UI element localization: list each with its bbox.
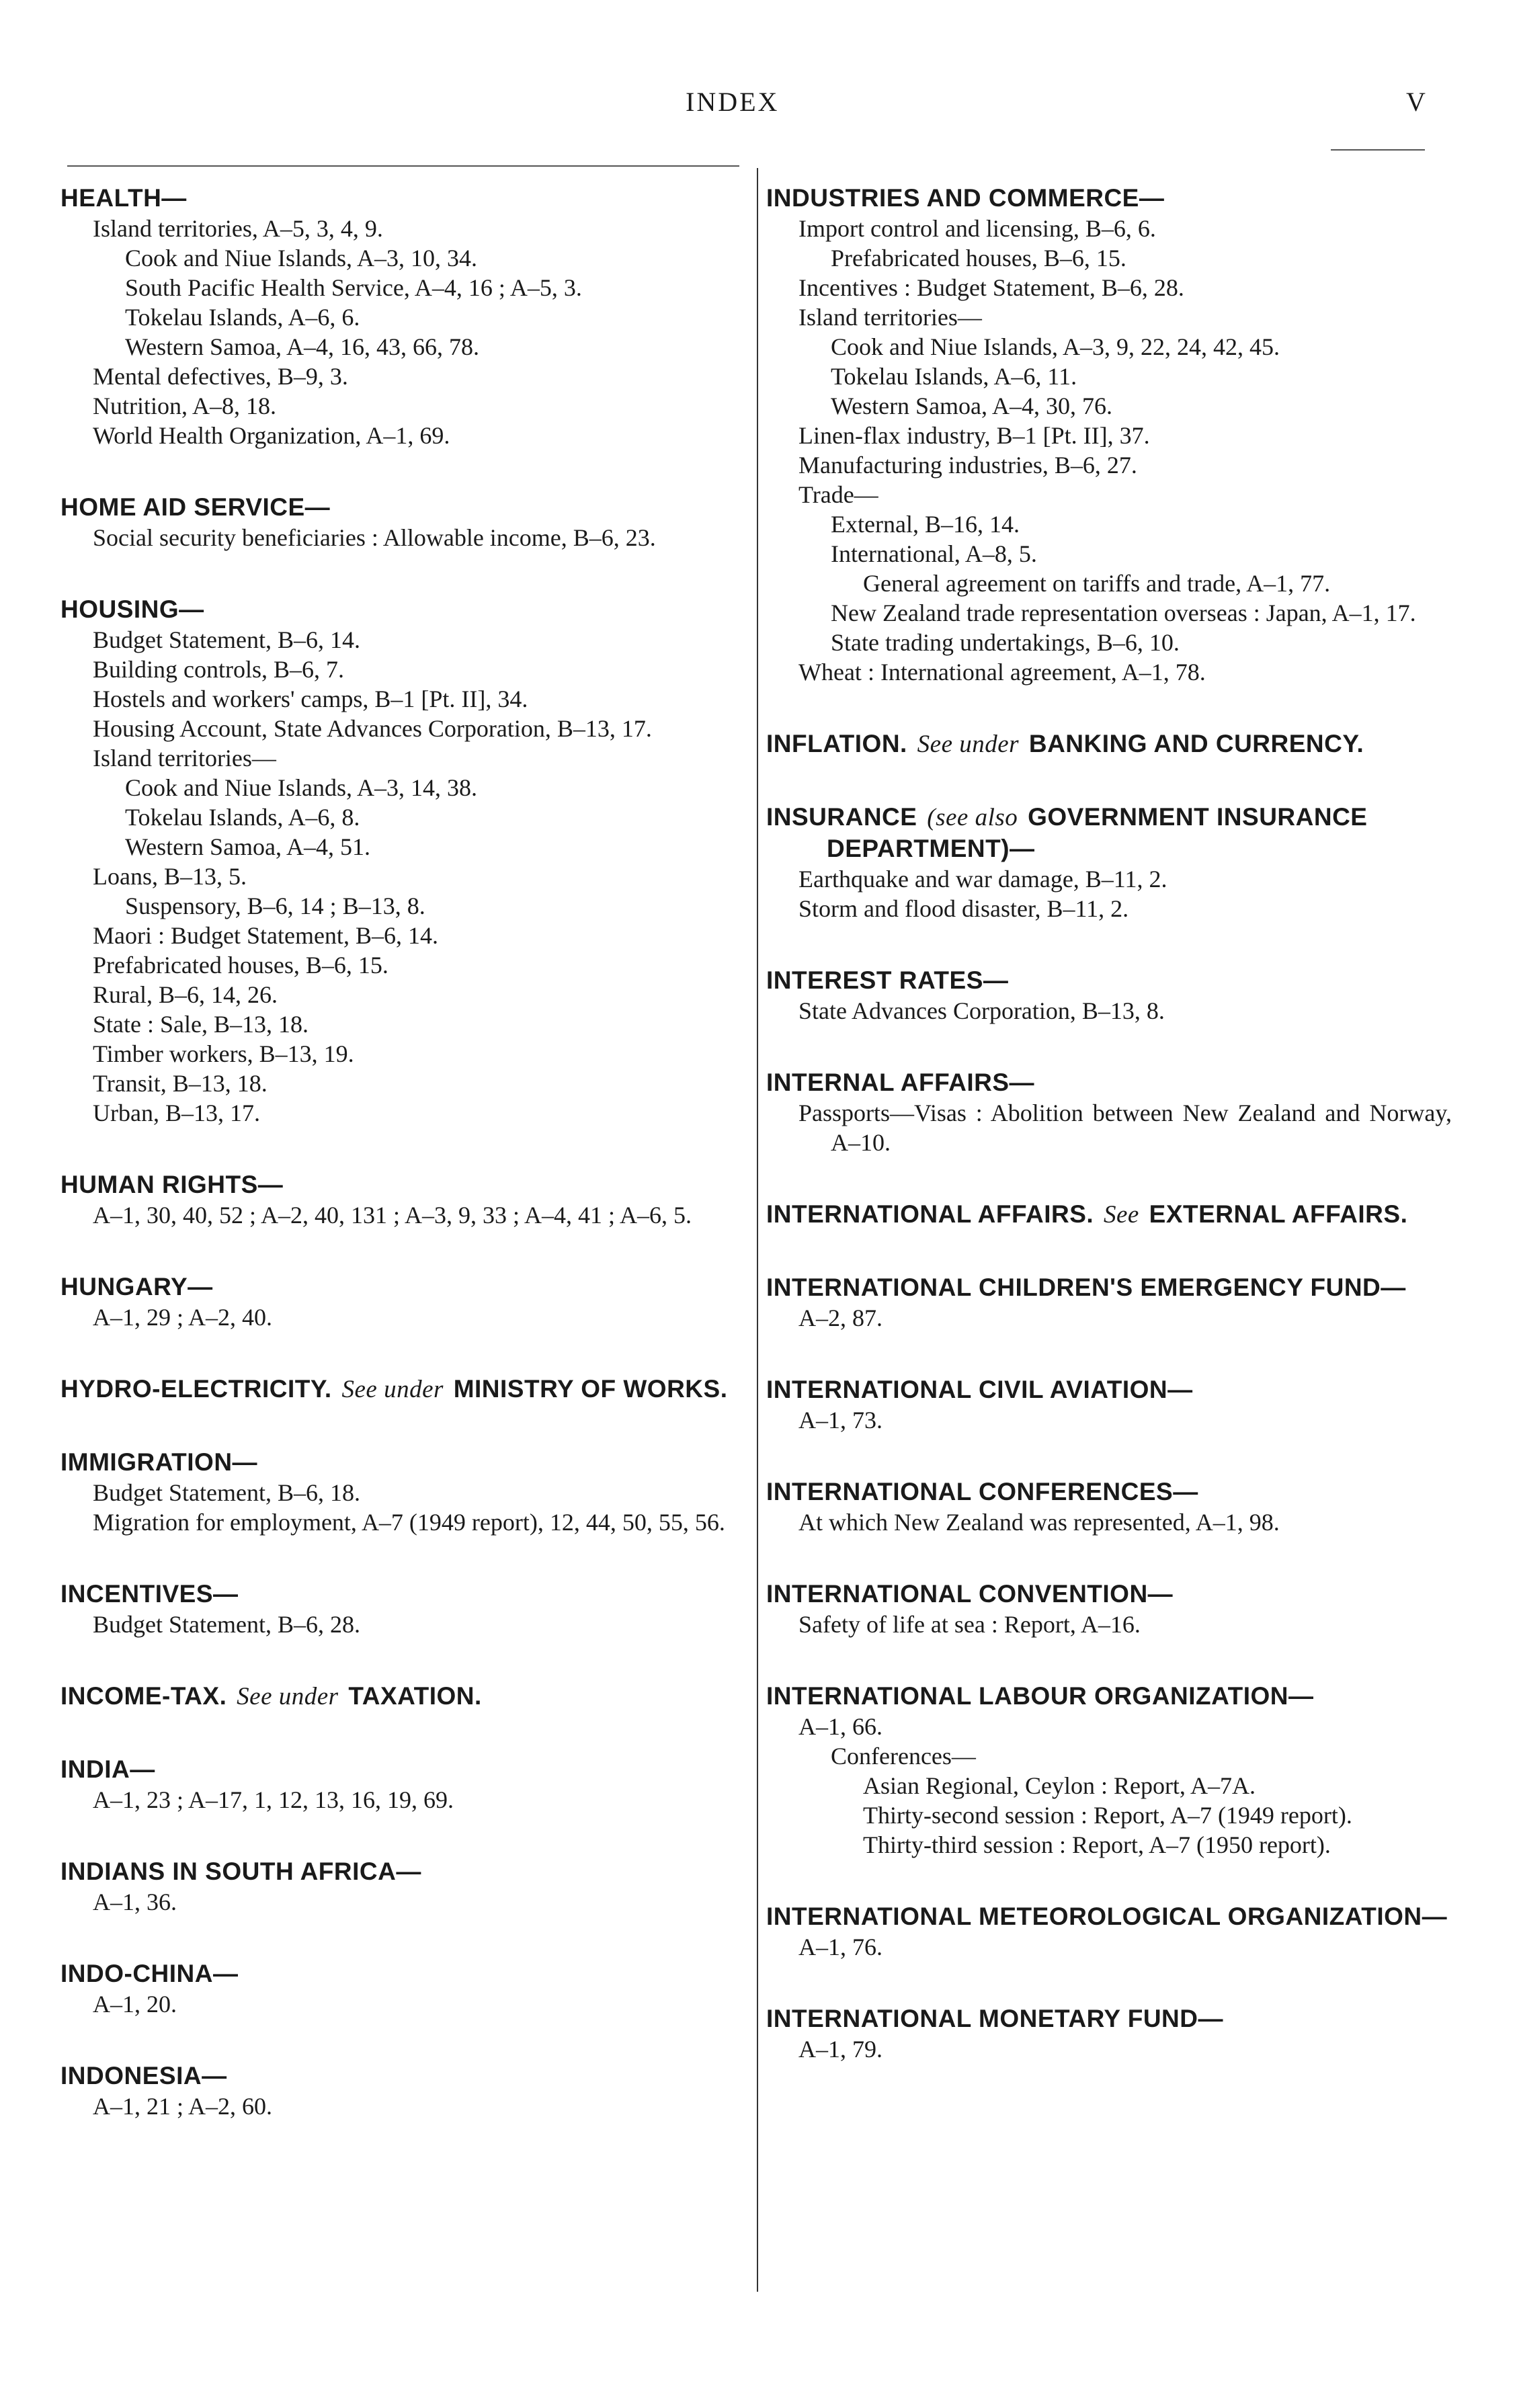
page-header (0, 86, 1519, 140)
heading-word: INTERNATIONAL LABOUR ORGANIZATION— (766, 1682, 1314, 1710)
index-entry-international-meteorological-organization (766, 1901, 1452, 1962)
index-subentry: A–1, 21 ; A–2, 60. (93, 2093, 273, 2120)
index-entry-indians-in-south-africa (60, 1856, 739, 1917)
index-subentry: Incentives : Budget Statement, B–6, 28. (798, 274, 1184, 301)
index-heading (766, 729, 1452, 760)
heading-word: IMMIGRATION— (60, 1448, 258, 1476)
index-subentry: Linen-flax industry, B–1 [Pt. II], 37. (798, 422, 1150, 449)
index-subentry: Rural, B–6, 14, 26. (93, 981, 278, 1008)
index-subentry: A–1, 29 ; A–2, 40. (93, 1304, 273, 1331)
index-subentry: Loans, B–13, 5. (93, 863, 247, 890)
index-heading (766, 1067, 1452, 1098)
index-entry-hydro-electricity (60, 1374, 739, 1405)
index-subentry: Tokelau Islands, A–6, 8. (125, 804, 360, 831)
index-column-right (766, 183, 1452, 2106)
cross-reference-target: BANKING AND CURRENCY. (1028, 730, 1364, 757)
heading-word: INTERNATIONAL CONFERENCES— (766, 1478, 1198, 1505)
index-subentry: Island territories, A–5, 3, 4, 9. (93, 215, 383, 242)
index-subentry: External, B–16, 14. (831, 511, 1020, 538)
index-subentry: Import control and licensing, B–6, 6. (798, 215, 1156, 242)
index-subentry: General agreement on tariffs and trade, A–1, 77. (863, 570, 1331, 597)
index-entry-income-tax (60, 1681, 739, 1712)
see-reference: See under (237, 1683, 339, 1710)
heading-word: HEALTH— (60, 184, 187, 212)
index-subentry: Budget Statement, B–6, 14. (93, 626, 360, 653)
index-subentry: Island territories— (93, 745, 276, 772)
index-heading (60, 1754, 739, 1785)
index-subentry: Asian Regional, Ceylon : Report, A–7A. (863, 1772, 1256, 1799)
heading-word: INTERNATIONAL AFFAIRS. (766, 1200, 1094, 1228)
index-subentry: Safety of life at sea : Report, A–16. (798, 1611, 1141, 1638)
index-subentry: World Health Organization, A–1, 69. (93, 422, 450, 449)
heading-word: INTERNATIONAL CONVENTION— (766, 1580, 1174, 1608)
index-subentry: Transit, B–13, 18. (93, 1070, 268, 1097)
index-entry-incentives (60, 1579, 739, 1639)
index-subentry: Earthquake and war damage, B–11, 2. (798, 866, 1167, 892)
see-reference: See under (341, 1376, 444, 1403)
index-subentry: Island territories— (798, 304, 982, 331)
index-heading (60, 2061, 739, 2091)
index-heading (766, 802, 1452, 864)
index-entry-hungary (60, 1272, 739, 1332)
heading-word: INDIA— (60, 1755, 155, 1783)
heading-word: INTERNATIONAL METEOROLOGICAL ORGANIZATION— (766, 1903, 1448, 1930)
page-title: INDEX (686, 87, 780, 117)
index-subentry: At which New Zealand was represented, A–1, 98. (798, 1509, 1280, 1536)
index-entry-immigration (60, 1447, 739, 1537)
heading-word: INDUSTRIES AND COMMERCE— (766, 184, 1165, 212)
index-subentry: Storm and flood disaster, B–11, 2. (798, 895, 1129, 922)
column-divider (757, 168, 758, 2292)
heading-word: INDO-CHINA— (60, 1960, 239, 1987)
index-entry-housing (60, 594, 739, 1128)
index-subentry: Mental defectives, B–9, 3. (93, 363, 348, 390)
index-subentry: Thirty-third session : Report, A–7 (1950 report). (863, 1831, 1331, 1858)
index-subentry: Cook and Niue Islands, A–3, 14, 38. (125, 774, 477, 801)
index-heading (766, 1901, 1452, 1932)
index-subentry: Tokelau Islands, A–6, 11. (831, 363, 1077, 390)
index-subentry: Building controls, B–6, 7. (93, 656, 345, 683)
heading-word: INTERNATIONAL MONETARY FUND— (766, 2005, 1223, 2032)
index-entry-international-civil-aviation (766, 1374, 1452, 1435)
index-heading (60, 1579, 739, 1610)
index-entry-health (60, 183, 739, 450)
index-heading (766, 1477, 1452, 1507)
index-subentry: New Zealand trade representation overseas : Japan, A–1, 17. (831, 599, 1416, 626)
index-entry-international-conferences (766, 1477, 1452, 1537)
index-heading (60, 1169, 739, 1200)
index-subentry: Cook and Niue Islands, A–3, 10, 34. (125, 245, 477, 272)
index-heading (60, 1681, 739, 1712)
index-subentry: A–1, 79. (798, 2036, 882, 2063)
index-subentry: Nutrition, A–8, 18. (93, 392, 277, 419)
index-subentry: Conferences— (831, 1743, 976, 1770)
index-heading (766, 1272, 1452, 1303)
index-entry-interest-rates (766, 965, 1452, 1026)
index-subentry: Tokelau Islands, A–6, 6. (125, 304, 360, 331)
index-heading (60, 1374, 739, 1405)
heading-word: INDONESIA— (60, 2062, 227, 2089)
index-heading (766, 1579, 1452, 1610)
index-entry-insurance (766, 802, 1452, 923)
index-entry-international-children-s-emergency-fund (766, 1272, 1452, 1333)
see-reference: (see also (927, 804, 1018, 831)
index-subentry: Thirty-second session : Report, A–7 (1949 report). (863, 1802, 1352, 1829)
index-heading (60, 183, 739, 214)
index-subentry: Maori : Budget Statement, B–6, 14. (93, 922, 438, 949)
heading-word: INTEREST RATES— (766, 966, 1009, 994)
heading-word: INFLATION. (766, 730, 907, 757)
index-subentry: Passports—Visas : Abolition between New Zealand and Norway, A–10. (798, 1099, 1452, 1156)
see-reference: See under (917, 731, 1020, 758)
index-heading (60, 1447, 739, 1478)
index-subentry: Wheat : International agreement, A–1, 78. (798, 659, 1206, 686)
index-column-left (60, 183, 739, 2163)
cross-reference-target: TAXATION. (348, 1682, 482, 1710)
index-entry-inflation (766, 729, 1452, 760)
heading-word: INSURANCE (766, 803, 917, 831)
index-entry-international-labour-organization (766, 1681, 1452, 1860)
index-heading (766, 1374, 1452, 1405)
index-subentry: Manufacturing industries, B–6, 27. (798, 452, 1137, 479)
heading-word: HUMAN RIGHTS— (60, 1171, 284, 1198)
heading-word: INTERNAL AFFAIRS— (766, 1069, 1035, 1096)
index-subentry: A–1, 30, 40, 52 ; A–2, 40, 131 ; A–3, 9, 33 ; A–4, 41 ; A–6, 5. (93, 1202, 692, 1229)
index-heading (60, 594, 739, 625)
index-subentry: Western Samoa, A–4, 51. (125, 833, 371, 860)
index-entry-indo-china (60, 1958, 739, 2019)
index-heading (60, 1856, 739, 1887)
index-heading (60, 1958, 739, 1989)
heading-word: INTERNATIONAL CHILDREN'S EMERGENCY FUND— (766, 1274, 1406, 1301)
index-heading (766, 965, 1452, 996)
index-subentry: Migration for employment, A–7 (1949 report), 12, 44, 50, 55, 56. (93, 1509, 725, 1536)
index-heading (60, 1272, 739, 1302)
index-subentry: A–1, 20. (93, 1991, 177, 2018)
index-subentry: International, A–8, 5. (831, 540, 1037, 567)
index-subentry: Prefabricated houses, B–6, 15. (831, 245, 1126, 272)
heading-word: HOUSING— (60, 595, 204, 623)
heading-word: HOME AID SERVICE— (60, 493, 331, 521)
index-entry-india (60, 1754, 739, 1815)
index-entry-home-aid-service (60, 492, 739, 552)
heading-word: INCOME-TAX. (60, 1682, 227, 1710)
index-entry-international-affairs (766, 1199, 1452, 1231)
index-subentry: Western Samoa, A–4, 30, 76. (831, 392, 1113, 419)
index-subentry: A–1, 73. (798, 1407, 882, 1434)
index-subentry: Hostels and workers' camps, B–1 [Pt. II], 34. (93, 686, 528, 712)
index-entry-internal-affairs (766, 1067, 1452, 1157)
cross-reference-target: MINISTRY OF WORKS. (453, 1375, 728, 1403)
index-subentry: Budget Statement, B–6, 18. (93, 1479, 360, 1506)
index-subentry: Cook and Niue Islands, A–3, 9, 22, 24, 42, 45. (831, 333, 1280, 360)
index-subentry: State trading undertakings, B–6, 10. (831, 629, 1180, 656)
heading-word: HYDRO-ELECTRICITY. (60, 1375, 332, 1403)
index-heading (766, 183, 1452, 214)
page-number: V (1406, 87, 1426, 117)
index-subentry: Housing Account, State Advances Corporation, B–13, 17. (93, 715, 652, 742)
index-subentry: A–1, 36. (93, 1888, 177, 1915)
header-rule-left (67, 165, 739, 167)
index-subentry: A–1, 23 ; A–17, 1, 12, 13, 16, 19, 69. (93, 1786, 454, 1813)
index-entry-industries-and-commerce (766, 183, 1452, 687)
cross-reference-target: EXTERNAL AFFAIRS. (1149, 1200, 1408, 1228)
index-subentry: South Pacific Health Service, A–4, 16 ; A–5, 3. (125, 274, 582, 301)
heading-word: HUNGARY— (60, 1273, 213, 1300)
header-rule-right (1331, 149, 1425, 151)
index-subentry: Budget Statement, B–6, 28. (93, 1611, 360, 1638)
heading-word: INDIANS IN SOUTH AFRICA— (60, 1858, 421, 1885)
index-heading (766, 2003, 1452, 2034)
index-subentry: A–2, 87. (798, 1304, 882, 1331)
index-entry-human-rights (60, 1169, 739, 1230)
index-heading (60, 492, 739, 523)
index-subentry: Suspensory, B–6, 14 ; B–13, 8. (125, 892, 425, 919)
index-subentry: Western Samoa, A–4, 16, 43, 66, 78. (125, 333, 480, 360)
index-subentry: Prefabricated houses, B–6, 15. (93, 952, 388, 979)
index-entry-indonesia (60, 2061, 739, 2121)
index-subentry: Social security beneficiaries : Allowable income, B–6, 23. (93, 524, 656, 551)
index-subentry: Timber workers, B–13, 19. (93, 1040, 354, 1067)
index-subentry: State : Sale, B–13, 18. (93, 1011, 309, 1038)
index-entry-international-monetary-fund (766, 2003, 1452, 2064)
see-reference: See (1104, 1201, 1139, 1229)
index-subentry: Trade— (798, 481, 878, 508)
index-entry-international-convention (766, 1579, 1452, 1639)
index-subentry: Urban, B–13, 17. (93, 1099, 260, 1126)
index-heading (766, 1681, 1452, 1712)
heading-word: INTERNATIONAL CIVIL AVIATION— (766, 1376, 1193, 1403)
index-subentry: A–1, 66. (798, 1713, 882, 1740)
index-heading (766, 1199, 1452, 1231)
heading-word: INCENTIVES— (60, 1580, 239, 1608)
cross-reference-target: GOVERNMENT INSURANCE DEPARTMENT)— (827, 803, 1368, 862)
index-subentry: A–1, 76. (798, 1934, 882, 1960)
index-subentry: State Advances Corporation, B–13, 8. (798, 997, 1165, 1024)
